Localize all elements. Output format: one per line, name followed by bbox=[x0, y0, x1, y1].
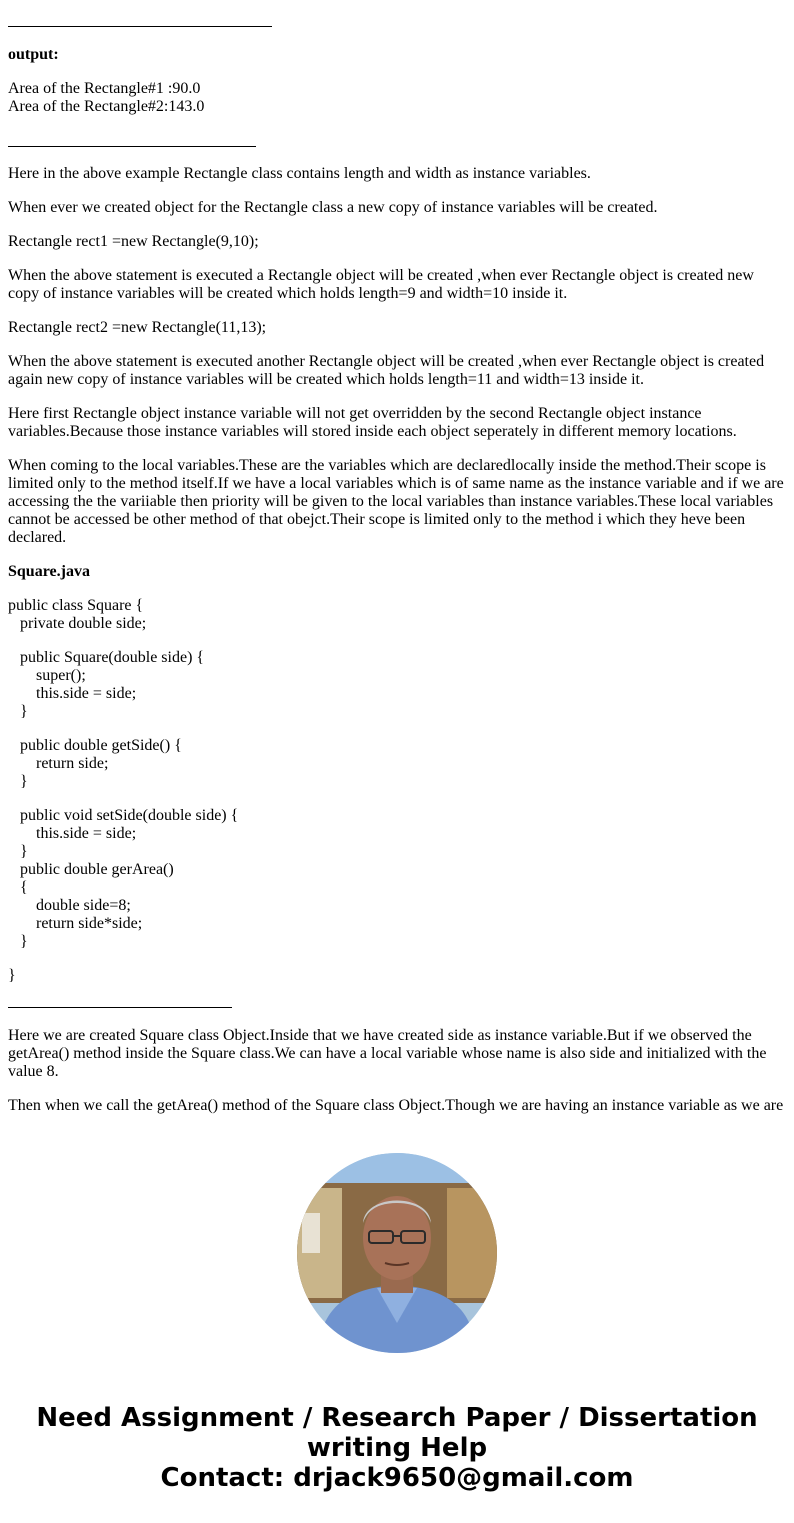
divider bbox=[8, 26, 272, 27]
code-line: } bbox=[8, 773, 28, 790]
code-blank-line bbox=[8, 951, 788, 967]
banner-line: Need Assignment / Research Paper / Dissertation bbox=[36, 1403, 758, 1433]
paragraph: When coming to the local variables.These are the variables which are declaredlocally inside the method.Their scope is limited only to the method itself.If we have a local variables which is of same name as the instance variable and if we are accessing the the variiable then priority will be given to the local variables than instance variables.These local variables cannot be accessed be other method of that obejct.Their scope is limited only to the method i which they heve been declared. bbox=[8, 457, 784, 546]
paragraph: When the above statement is executed a Rectangle object will be created ,when ever Rectangle object is created new copy of instance variables will be created which holds length=9 and width=10 inside it. bbox=[8, 267, 754, 302]
paragraph: When the above statement is executed another Rectangle object will be created ,when ever Rectangle object is created again new copy of instance variables will be created which holds length=11 and width=13 inside it. bbox=[8, 353, 765, 388]
divider bbox=[8, 146, 256, 147]
code-line: this.side = side; bbox=[8, 825, 137, 842]
promo-section bbox=[0, 1122, 794, 1523]
paragraph: Then when we call the getArea() method of the Square class Object.Though we are having an instance variable as we are bbox=[8, 1097, 784, 1114]
contact-email: Contact: drjack9650@gmail.com bbox=[160, 1463, 634, 1493]
portrait-image bbox=[297, 1153, 497, 1353]
code-line: super(); bbox=[8, 667, 86, 684]
output-line: Area of the Rectangle#2:143.0 bbox=[8, 98, 205, 115]
output-line: Area of the Rectangle#1 :90.0 bbox=[8, 80, 201, 97]
code-line: public void setSide(double side) { bbox=[8, 807, 239, 824]
code-line: this.side = side; bbox=[8, 685, 137, 702]
output-block bbox=[8, 80, 788, 116]
code-line: { bbox=[8, 879, 28, 896]
contact-banner bbox=[0, 1403, 794, 1493]
code-line: public class Square { bbox=[8, 597, 144, 614]
paragraph: Here we are created Square class Object.Inside that we have created side as instance variable.But if we observed the getArea() method inside the Square class.We can have a local variable whose name is also side and initialized with the value 8. bbox=[8, 1027, 767, 1080]
code-line: double side=8; bbox=[8, 897, 131, 914]
code-line: private double side; bbox=[8, 615, 147, 632]
divider bbox=[8, 1007, 232, 1008]
code-line: } bbox=[8, 703, 28, 720]
code-blank-line bbox=[8, 721, 788, 737]
author-photo bbox=[297, 1153, 497, 1353]
code-statement: Rectangle rect2 =new Rectangle(11,13); bbox=[8, 319, 267, 336]
code-line: public Square(double side) { bbox=[8, 649, 205, 666]
code-blank-line bbox=[8, 791, 788, 807]
code-line: return side; bbox=[8, 755, 109, 772]
banner-line: writing Help bbox=[306, 1433, 488, 1463]
code-line: return side*side; bbox=[8, 915, 143, 932]
code-statement: Rectangle rect1 =new Rectangle(9,10); bbox=[8, 233, 259, 250]
code-line: } bbox=[8, 843, 28, 860]
code-line: public double getSide() { bbox=[8, 737, 182, 754]
code-line: public double gerArea() bbox=[8, 861, 174, 878]
code-blank-line bbox=[8, 633, 788, 649]
document-body bbox=[8, 0, 788, 1122]
output-heading: output: bbox=[8, 46, 59, 63]
code-block bbox=[8, 597, 788, 985]
code-line: } bbox=[8, 967, 16, 984]
paragraph: Here in the above example Rectangle class contains length and width as instance variables. bbox=[8, 165, 591, 182]
square-heading: Square.java bbox=[8, 563, 90, 580]
paragraph: Here first Rectangle object instance variable will not get overridden by the second Rectangle object instance variables.Because those instance variables will stored inside each object seperately in different memory locations. bbox=[8, 405, 737, 440]
code-line: } bbox=[8, 933, 28, 950]
paragraph: When ever we created object for the Rectangle class a new copy of instance variables will be created. bbox=[8, 199, 658, 216]
